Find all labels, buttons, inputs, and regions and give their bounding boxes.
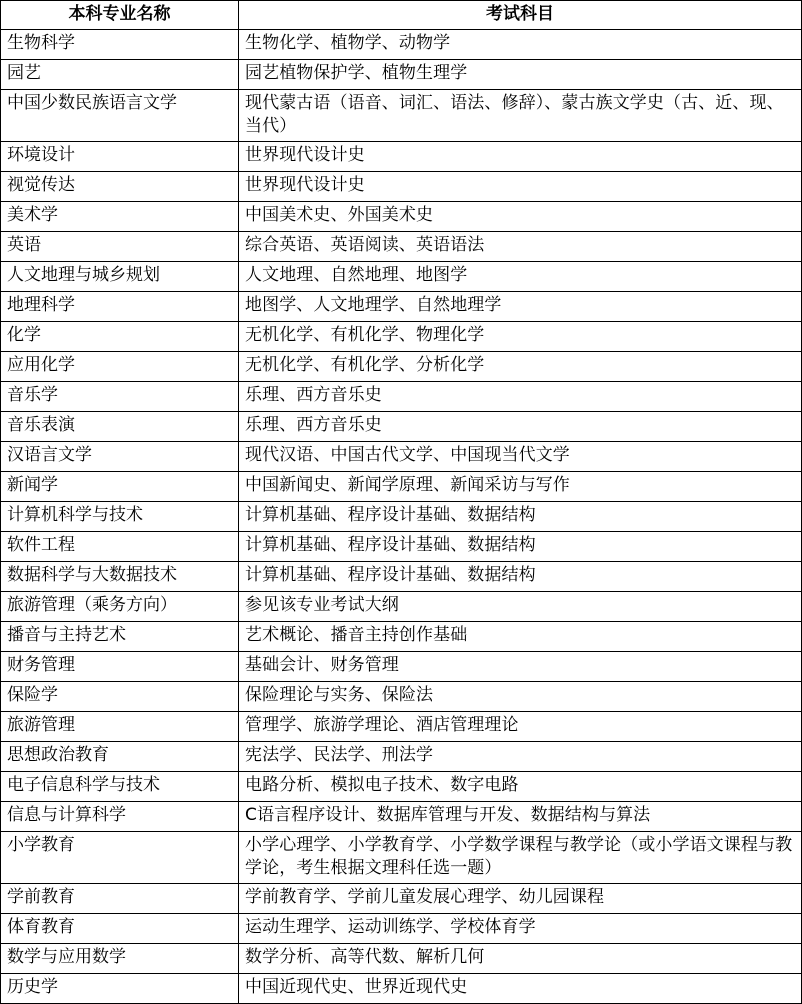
exam-subjects-cell: C语言程序设计、数据库管理与开发、数据结构与算法 (239, 802, 802, 832)
major-name-cell: 环境设计 (1, 142, 239, 172)
exam-subjects-cell: 世界现代设计史 (239, 172, 802, 202)
major-name-cell: 计算机科学与技术 (1, 502, 239, 532)
exam-subjects-cell: 宪法学、民法学、刑法学 (239, 742, 802, 772)
major-name-cell: 学前教育 (1, 884, 239, 914)
major-name-cell: 历史学 (1, 974, 239, 1004)
exam-subjects-cell: 无机化学、有机化学、分析化学 (239, 352, 802, 382)
table-row (1, 592, 802, 622)
exam-subjects-cell: 中国近现代史、世界近现代史 (239, 974, 802, 1004)
exam-subjects-cell: 计算机基础、程序设计基础、数据结构 (239, 562, 802, 592)
table-row (1, 30, 802, 60)
major-name-cell: 旅游管理 (1, 712, 239, 742)
exam-subjects-cell: 小学心理学、小学教育学、小学数学课程与教学论（或小学语文课程与教学论，考生根据文理科任选一题） (239, 832, 802, 884)
exam-subjects-cell: 乐理、西方音乐史 (239, 382, 802, 412)
major-name-cell: 汉语言文学 (1, 442, 239, 472)
table-row (1, 884, 802, 914)
header-major-name: 本科专业名称 (1, 1, 239, 30)
table-row (1, 652, 802, 682)
major-name-cell: 应用化学 (1, 352, 239, 382)
exam-subjects-cell: 保险理论与实务、保险法 (239, 682, 802, 712)
major-name-cell: 园艺 (1, 60, 239, 90)
table-row (1, 682, 802, 712)
exam-subjects-cell: 园艺植物保护学、植物生理学 (239, 60, 802, 90)
major-name-cell: 视觉传达 (1, 172, 239, 202)
table-row (1, 60, 802, 90)
exam-subjects-cell: 运动生理学、运动训练学、学校体育学 (239, 914, 802, 944)
table-row (1, 532, 802, 562)
table-row (1, 742, 802, 772)
table-row (1, 412, 802, 442)
major-name-cell: 中国少数民族语言文学 (1, 90, 239, 142)
table-row (1, 502, 802, 532)
major-name-cell: 保险学 (1, 682, 239, 712)
table-row (1, 352, 802, 382)
major-name-cell: 体育教育 (1, 914, 239, 944)
table-row (1, 172, 802, 202)
exam-subjects-cell: 基础会计、财务管理 (239, 652, 802, 682)
exam-subjects-cell: 电路分析、模拟电子技术、数字电路 (239, 772, 802, 802)
major-name-cell: 播音与主持艺术 (1, 622, 239, 652)
table-row (1, 142, 802, 172)
exam-subjects-cell: 世界现代设计史 (239, 142, 802, 172)
major-name-cell: 生物科学 (1, 30, 239, 60)
table-row (1, 292, 802, 322)
table-row (1, 802, 802, 832)
exam-subjects-cell: 综合英语、英语阅读、英语语法 (239, 232, 802, 262)
exam-subjects-cell: 计算机基础、程序设计基础、数据结构 (239, 532, 802, 562)
table-row (1, 472, 802, 502)
major-name-cell: 旅游管理（乘务方向） (1, 592, 239, 622)
table-row (1, 382, 802, 412)
table-row (1, 832, 802, 884)
major-name-cell: 电子信息科学与技术 (1, 772, 239, 802)
major-name-cell: 数学与应用数学 (1, 944, 239, 974)
major-name-cell: 英语 (1, 232, 239, 262)
exam-subjects-cell: 乐理、西方音乐史 (239, 412, 802, 442)
exam-subjects-cell: 学前教育学、学前儿童发展心理学、幼儿园课程 (239, 884, 802, 914)
table-row (1, 322, 802, 352)
major-name-cell: 数据科学与大数据技术 (1, 562, 239, 592)
header-exam-subjects: 考试科目 (239, 1, 802, 30)
major-name-cell: 新闻学 (1, 472, 239, 502)
table-row (1, 232, 802, 262)
header-row (1, 1, 802, 30)
table-row (1, 974, 802, 1004)
exam-subjects-cell: 现代汉语、中国古代文学、中国现当代文学 (239, 442, 802, 472)
table-row (1, 202, 802, 232)
major-name-cell: 化学 (1, 322, 239, 352)
exam-subjects-cell: 无机化学、有机化学、物理化学 (239, 322, 802, 352)
exam-subjects-cell: 中国美术史、外国美术史 (239, 202, 802, 232)
major-name-cell: 地理科学 (1, 292, 239, 322)
exam-subjects-cell: 中国新闻史、新闻学原理、新闻采访与写作 (239, 472, 802, 502)
table-row (1, 262, 802, 292)
exam-subjects-cell: 管理学、旅游学理论、酒店管理理论 (239, 712, 802, 742)
exam-subjects-cell: 数学分析、高等代数、解析几何 (239, 944, 802, 974)
table-row (1, 944, 802, 974)
major-name-cell: 人文地理与城乡规划 (1, 262, 239, 292)
table-row (1, 914, 802, 944)
table-row (1, 772, 802, 802)
major-name-cell: 音乐表演 (1, 412, 239, 442)
exam-subjects-cell: 地图学、人文地理学、自然地理学 (239, 292, 802, 322)
major-name-cell: 思想政治教育 (1, 742, 239, 772)
major-name-cell: 美术学 (1, 202, 239, 232)
table-row (1, 562, 802, 592)
major-name-cell: 音乐学 (1, 382, 239, 412)
exam-subjects-cell: 现代蒙古语（语音、词汇、语法、修辞）、蒙古族文学史（古、近、现、当代） (239, 90, 802, 142)
exam-subjects-cell: 人文地理、自然地理、地图学 (239, 262, 802, 292)
table-row (1, 712, 802, 742)
major-name-cell: 财务管理 (1, 652, 239, 682)
table-row (1, 90, 802, 142)
exam-subjects-cell: 生物化学、植物学、动物学 (239, 30, 802, 60)
exam-subjects-cell: 艺术概论、播音主持创作基础 (239, 622, 802, 652)
table-row (1, 622, 802, 652)
major-name-cell: 信息与计算科学 (1, 802, 239, 832)
exam-subjects-cell: 计算机基础、程序设计基础、数据结构 (239, 502, 802, 532)
exam-subjects-cell: 参见该专业考试大纲 (239, 592, 802, 622)
table-row (1, 442, 802, 472)
major-name-cell: 小学教育 (1, 832, 239, 884)
major-name-cell: 软件工程 (1, 532, 239, 562)
